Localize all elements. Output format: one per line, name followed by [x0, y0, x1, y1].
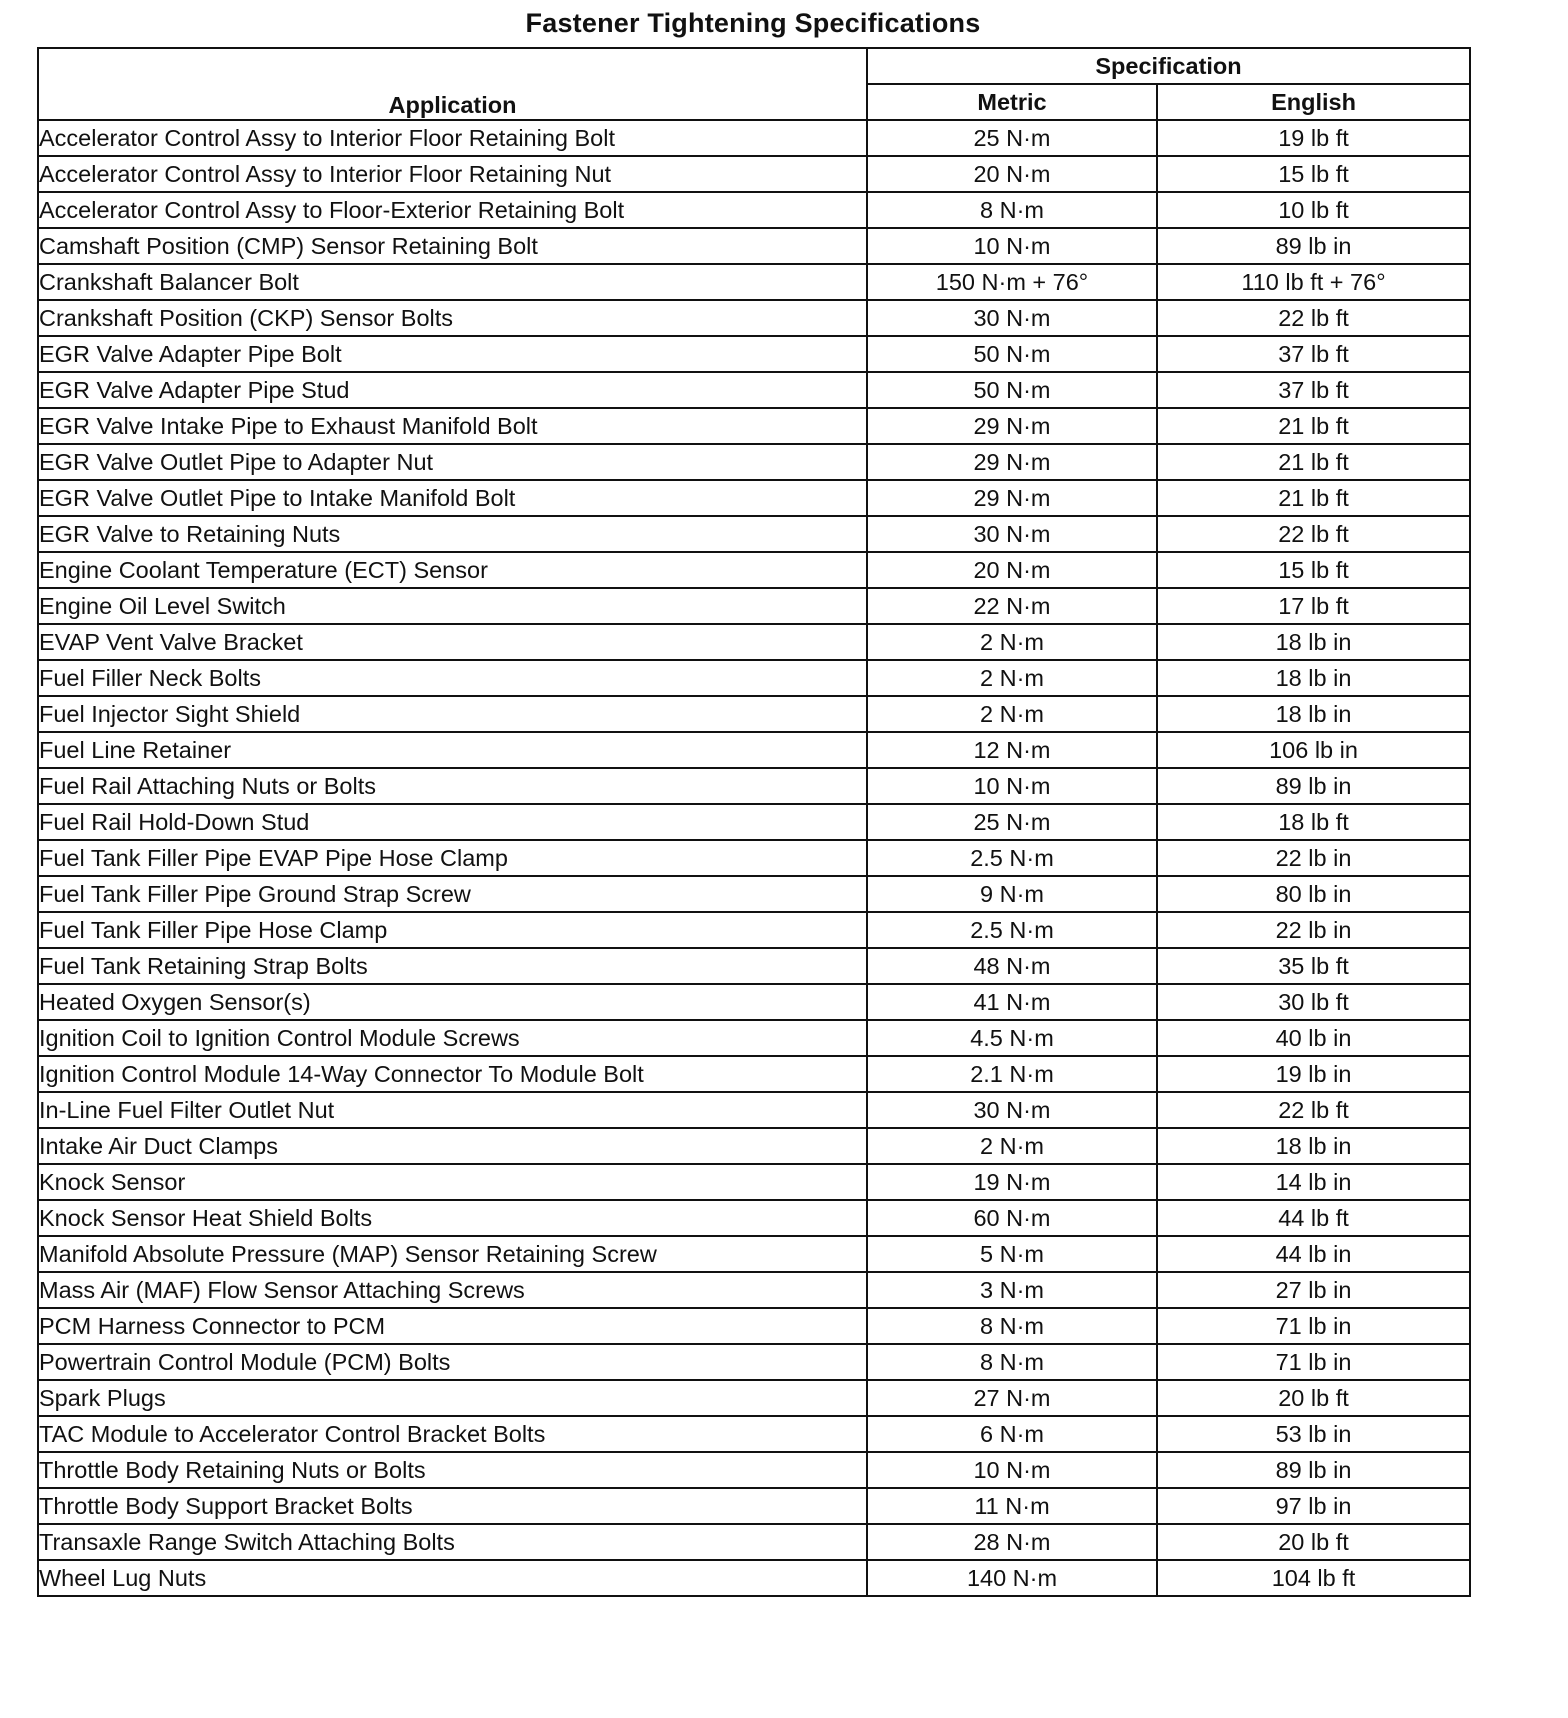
english-cell: 21 lb ft [1157, 480, 1470, 516]
table-row [38, 1272, 1470, 1308]
metric-cell: 8 N·m [867, 1308, 1157, 1344]
metric-cell: 27 N·m [867, 1380, 1157, 1416]
metric-cell: 50 N·m [867, 336, 1157, 372]
application-cell: Camshaft Position (CMP) Sensor Retaining Bolt [38, 228, 867, 264]
table-row [38, 1488, 1470, 1524]
application-cell: EGR Valve Outlet Pipe to Intake Manifold Bolt [38, 480, 867, 516]
metric-cell: 8 N·m [867, 1344, 1157, 1380]
application-cell: Accelerator Control Assy to Interior Floor Retaining Nut [38, 156, 867, 192]
table-row [38, 1308, 1470, 1344]
table-row [38, 408, 1470, 444]
table-row [38, 1164, 1470, 1200]
column-header-english: English [1157, 84, 1470, 120]
metric-cell: 60 N·m [867, 1200, 1157, 1236]
table-row [38, 696, 1470, 732]
table-row [38, 624, 1470, 660]
metric-cell: 19 N·m [867, 1164, 1157, 1200]
application-cell: EGR Valve Adapter Pipe Bolt [38, 336, 867, 372]
metric-cell: 29 N·m [867, 408, 1157, 444]
application-cell: Crankshaft Position (CKP) Sensor Bolts [38, 300, 867, 336]
metric-cell: 2.5 N·m [867, 912, 1157, 948]
english-cell: 15 lb ft [1157, 156, 1470, 192]
english-cell: 22 lb ft [1157, 1092, 1470, 1128]
application-cell: Fuel Injector Sight Shield [38, 696, 867, 732]
metric-cell: 9 N·m [867, 876, 1157, 912]
english-cell: 21 lb ft [1157, 408, 1470, 444]
column-header-specification: Specification [867, 48, 1470, 84]
english-cell: 27 lb in [1157, 1272, 1470, 1308]
application-cell: Throttle Body Support Bracket Bolts [38, 1488, 867, 1524]
english-cell: 18 lb ft [1157, 804, 1470, 840]
table-row [38, 840, 1470, 876]
table-row [38, 948, 1470, 984]
metric-cell: 30 N·m [867, 516, 1157, 552]
application-cell: Powertrain Control Module (PCM) Bolts [38, 1344, 867, 1380]
application-cell: EGR Valve Outlet Pipe to Adapter Nut [38, 444, 867, 480]
table-row [38, 264, 1470, 300]
table-row [38, 336, 1470, 372]
english-cell: 89 lb in [1157, 768, 1470, 804]
application-cell: Engine Coolant Temperature (ECT) Sensor [38, 552, 867, 588]
table-row [38, 1344, 1470, 1380]
metric-cell: 4.5 N·m [867, 1020, 1157, 1056]
metric-cell: 2 N·m [867, 624, 1157, 660]
table-row [38, 120, 1470, 156]
metric-cell: 6 N·m [867, 1416, 1157, 1452]
english-cell: 106 lb in [1157, 732, 1470, 768]
english-cell: 18 lb in [1157, 696, 1470, 732]
application-cell: Mass Air (MAF) Flow Sensor Attaching Screws [38, 1272, 867, 1308]
english-cell: 18 lb in [1157, 624, 1470, 660]
metric-cell: 20 N·m [867, 156, 1157, 192]
english-cell: 19 lb in [1157, 1056, 1470, 1092]
application-cell: Accelerator Control Assy to Floor-Exterior Retaining Bolt [38, 192, 867, 228]
english-cell: 53 lb in [1157, 1416, 1470, 1452]
english-cell: 30 lb ft [1157, 984, 1470, 1020]
application-cell: In-Line Fuel Filter Outlet Nut [38, 1092, 867, 1128]
english-cell: 18 lb in [1157, 660, 1470, 696]
metric-cell: 10 N·m [867, 768, 1157, 804]
application-cell: Accelerator Control Assy to Interior Floor Retaining Bolt [38, 120, 867, 156]
english-cell: 97 lb in [1157, 1488, 1470, 1524]
column-header-metric: Metric [867, 84, 1157, 120]
english-cell: 44 lb in [1157, 1236, 1470, 1272]
table-row [38, 804, 1470, 840]
spec-table [37, 47, 1471, 1597]
metric-cell: 3 N·m [867, 1272, 1157, 1308]
table-header [38, 48, 1470, 120]
metric-cell: 25 N·m [867, 120, 1157, 156]
english-cell: 80 lb in [1157, 876, 1470, 912]
application-cell: EGR Valve to Retaining Nuts [38, 516, 867, 552]
metric-cell: 12 N·m [867, 732, 1157, 768]
table-body [38, 120, 1470, 1596]
table-row [38, 156, 1470, 192]
metric-cell: 150 N·m + 76° [867, 264, 1157, 300]
application-cell: Fuel Rail Attaching Nuts or Bolts [38, 768, 867, 804]
table-row [38, 1416, 1470, 1452]
application-cell: PCM Harness Connector to PCM [38, 1308, 867, 1344]
table-row [38, 768, 1470, 804]
metric-cell: 50 N·m [867, 372, 1157, 408]
table-row [38, 1452, 1470, 1488]
english-cell: 15 lb ft [1157, 552, 1470, 588]
english-cell: 22 lb ft [1157, 300, 1470, 336]
table-row [38, 1380, 1470, 1416]
application-cell: Engine Oil Level Switch [38, 588, 867, 624]
application-cell: Fuel Rail Hold-Down Stud [38, 804, 867, 840]
table-row [38, 1128, 1470, 1164]
application-cell: Fuel Line Retainer [38, 732, 867, 768]
metric-cell: 48 N·m [867, 948, 1157, 984]
application-cell: Knock Sensor Heat Shield Bolts [38, 1200, 867, 1236]
metric-cell: 30 N·m [867, 1092, 1157, 1128]
metric-cell: 25 N·m [867, 804, 1157, 840]
table-row [38, 660, 1470, 696]
english-cell: 71 lb in [1157, 1344, 1470, 1380]
metric-cell: 28 N·m [867, 1524, 1157, 1560]
metric-cell: 29 N·m [867, 480, 1157, 516]
table-row [38, 300, 1470, 336]
application-cell: Intake Air Duct Clamps [38, 1128, 867, 1164]
table-row [38, 984, 1470, 1020]
application-cell: EGR Valve Adapter Pipe Stud [38, 372, 867, 408]
table-row [38, 372, 1470, 408]
english-cell: 37 lb ft [1157, 336, 1470, 372]
application-cell: Heated Oxygen Sensor(s) [38, 984, 867, 1020]
english-cell: 19 lb ft [1157, 120, 1470, 156]
table-row [38, 192, 1470, 228]
application-cell: Knock Sensor [38, 1164, 867, 1200]
metric-cell: 5 N·m [867, 1236, 1157, 1272]
metric-cell: 2 N·m [867, 1128, 1157, 1164]
application-cell: Crankshaft Balancer Bolt [38, 264, 867, 300]
table-row [38, 588, 1470, 624]
english-cell: 20 lb ft [1157, 1380, 1470, 1416]
english-cell: 40 lb in [1157, 1020, 1470, 1056]
table-row [38, 552, 1470, 588]
table-row [38, 732, 1470, 768]
english-cell: 71 lb in [1157, 1308, 1470, 1344]
english-cell: 14 lb in [1157, 1164, 1470, 1200]
application-cell: Ignition Control Module 14-Way Connector To Module Bolt [38, 1056, 867, 1092]
table-row [38, 1560, 1470, 1596]
english-cell: 20 lb ft [1157, 1524, 1470, 1560]
english-cell: 22 lb ft [1157, 516, 1470, 552]
application-cell: Ignition Coil to Ignition Control Module Screws [38, 1020, 867, 1056]
english-cell: 104 lb ft [1157, 1560, 1470, 1596]
english-cell: 21 lb ft [1157, 444, 1470, 480]
table-row [38, 1020, 1470, 1056]
english-cell: 17 lb ft [1157, 588, 1470, 624]
column-header-application: Application [38, 48, 867, 120]
metric-cell: 10 N·m [867, 1452, 1157, 1488]
page-title: Fastener Tightening Specifications [525, 8, 981, 38]
metric-cell: 20 N·m [867, 552, 1157, 588]
metric-cell: 2 N·m [867, 696, 1157, 732]
application-cell: Fuel Tank Filler Pipe Ground Strap Screw [38, 876, 867, 912]
english-cell: 110 lb ft + 76° [1157, 264, 1470, 300]
english-cell: 35 lb ft [1157, 948, 1470, 984]
table-row [38, 1200, 1470, 1236]
application-cell: Fuel Tank Filler Pipe Hose Clamp [38, 912, 867, 948]
application-cell: Fuel Tank Filler Pipe EVAP Pipe Hose Clamp [38, 840, 867, 876]
table-row [38, 1056, 1470, 1092]
application-cell: Spark Plugs [38, 1380, 867, 1416]
metric-cell: 11 N·m [867, 1488, 1157, 1524]
metric-cell: 30 N·m [867, 300, 1157, 336]
metric-cell: 29 N·m [867, 444, 1157, 480]
table-row [38, 876, 1470, 912]
table-row [38, 1524, 1470, 1560]
application-cell: Throttle Body Retaining Nuts or Bolts [38, 1452, 867, 1488]
metric-cell: 10 N·m [867, 228, 1157, 264]
english-cell: 18 lb in [1157, 1128, 1470, 1164]
application-cell: TAC Module to Accelerator Control Bracket Bolts [38, 1416, 867, 1452]
application-cell: Manifold Absolute Pressure (MAP) Sensor Retaining Screw [38, 1236, 867, 1272]
application-cell: Wheel Lug Nuts [38, 1560, 867, 1596]
table-row [38, 1236, 1470, 1272]
table-row [38, 444, 1470, 480]
metric-cell: 41 N·m [867, 984, 1157, 1020]
metric-cell: 2.1 N·m [867, 1056, 1157, 1092]
english-cell: 22 lb in [1157, 912, 1470, 948]
application-cell: EGR Valve Intake Pipe to Exhaust Manifold Bolt [38, 408, 867, 444]
metric-cell: 22 N·m [867, 588, 1157, 624]
english-cell: 44 lb ft [1157, 1200, 1470, 1236]
english-cell: 89 lb in [1157, 228, 1470, 264]
table-row [38, 480, 1470, 516]
application-cell: Fuel Filler Neck Bolts [38, 660, 867, 696]
english-cell: 89 lb in [1157, 1452, 1470, 1488]
metric-cell: 2.5 N·m [867, 840, 1157, 876]
application-cell: Transaxle Range Switch Attaching Bolts [38, 1524, 867, 1560]
english-cell: 37 lb ft [1157, 372, 1470, 408]
metric-cell: 8 N·m [867, 192, 1157, 228]
metric-cell: 140 N·m [867, 1560, 1157, 1596]
table-row [38, 228, 1470, 264]
table-row [38, 516, 1470, 552]
english-cell: 10 lb ft [1157, 192, 1470, 228]
application-cell: Fuel Tank Retaining Strap Bolts [38, 948, 867, 984]
metric-cell: 2 N·m [867, 660, 1157, 696]
table-row [38, 912, 1470, 948]
application-cell: EVAP Vent Valve Bracket [38, 624, 867, 660]
table-row [38, 1092, 1470, 1128]
english-cell: 22 lb in [1157, 840, 1470, 876]
